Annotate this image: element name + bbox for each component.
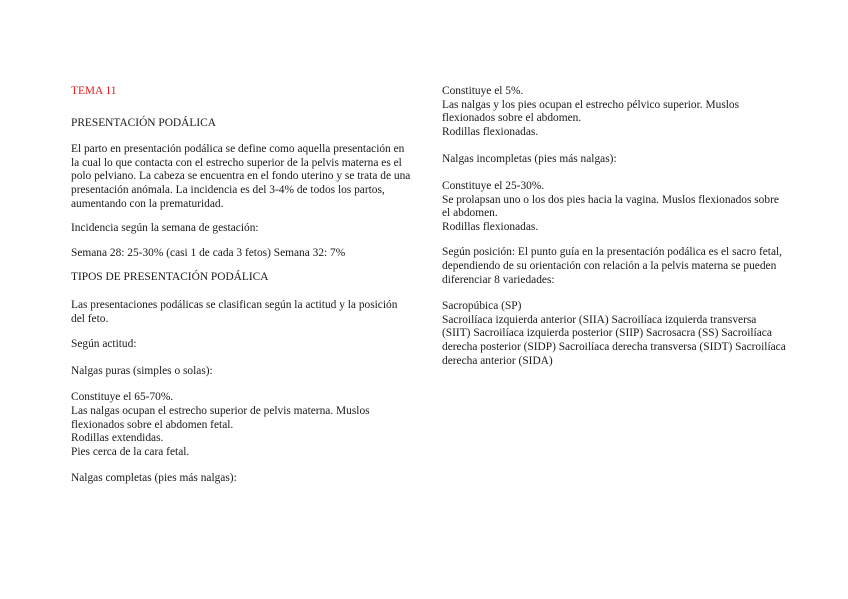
incompletas-block: [442, 180, 787, 234]
list-item: Constituye el 25-30%.: [442, 179, 545, 192]
list-item: Rodillas flexionadas.: [442, 220, 539, 233]
variedades-block: [442, 300, 787, 368]
right-column: [442, 85, 787, 368]
list-item: Pies cerca de la cara fetal.: [71, 445, 190, 458]
list-item: Rodillas extendidas.: [71, 432, 164, 445]
list-item: Las nalgas y los pies ocupan el estrecho pélvico superior. Muslos flexionados sobre el abdomen.: [442, 98, 740, 125]
segun-actitud: Según actitud:: [71, 338, 137, 351]
incidencia-values: Semana 28: 25-30% (casi 1 de cada 3 fetos) Semana 32: 7%: [71, 246, 346, 259]
tema-label: TEMA 11: [71, 85, 117, 97]
left-column: [71, 85, 411, 486]
segun-posicion-paragraph: Según posición: El punto guía en la presentación podálica es el sacro fetal, dependiendo de su orientación con relación a la pelvis materna se pueden diferenciar 8 variedades:: [442, 246, 783, 286]
intro-paragraph: El parto en presentación podálica se define como aquella presentación en la cual lo que contacta con el estrecho superior de la pelvis materna es el polo pelviano. La cabeza se encuentra en el fondo uterino y se trata de una presentación anómala. La incidencia es del 3-4% de todos los partos, aumentando con la prematuridad.: [71, 143, 411, 210]
incidencia-label: Incidencia según la semana de gestación:: [71, 222, 259, 235]
tipos-heading: TIPOS DE PRESENTACIÓN PODÁLICA: [71, 271, 269, 284]
nalgas-incompletas-title: Nalgas incompletas (pies más nalgas):: [442, 153, 617, 166]
section-heading: PRESENTACIÓN PODÁLICA: [71, 116, 216, 129]
variedades-list: Sacroilíaca izquierda anterior (SIIA) Sacroilíaca izquierda transversa (SIIT) Sacroilíaca izquierda posterior (SIIP) Sacrosacra (SS) Sacroilíaca derecha posterior (SIDP) Sacroilíaca derecha transversa (SIDT) Sacroilíaca derecha anterior (SIDA): [442, 313, 786, 367]
list-item: Se prolapsan uno o los dos pies hacia la vagina. Muslos flexionados sobre el abdomen.: [442, 193, 779, 220]
nalgas-completas-title: Nalgas completas (pies más nalgas):: [71, 472, 237, 485]
tipos-text: Las presentaciones podálicas se clasifican según la actitud y la posición del feto.: [71, 298, 398, 325]
list-item: Rodillas flexionadas.: [442, 125, 539, 138]
list-item: Las nalgas ocupan el estrecho superior de pelvis materna. Muslos flexionados sobre el abdomen fetal.: [71, 404, 370, 431]
list-item: Constituye el 5%.: [442, 85, 524, 97]
variedad-sp: Sacropúbica (SP): [442, 300, 522, 313]
completas-block: [442, 85, 787, 139]
nalgas-puras-title: Nalgas puras (simples o solas):: [71, 364, 213, 377]
list-item: Constituye el 65-70%.: [71, 391, 174, 404]
nalgas-puras-block: [71, 391, 411, 459]
